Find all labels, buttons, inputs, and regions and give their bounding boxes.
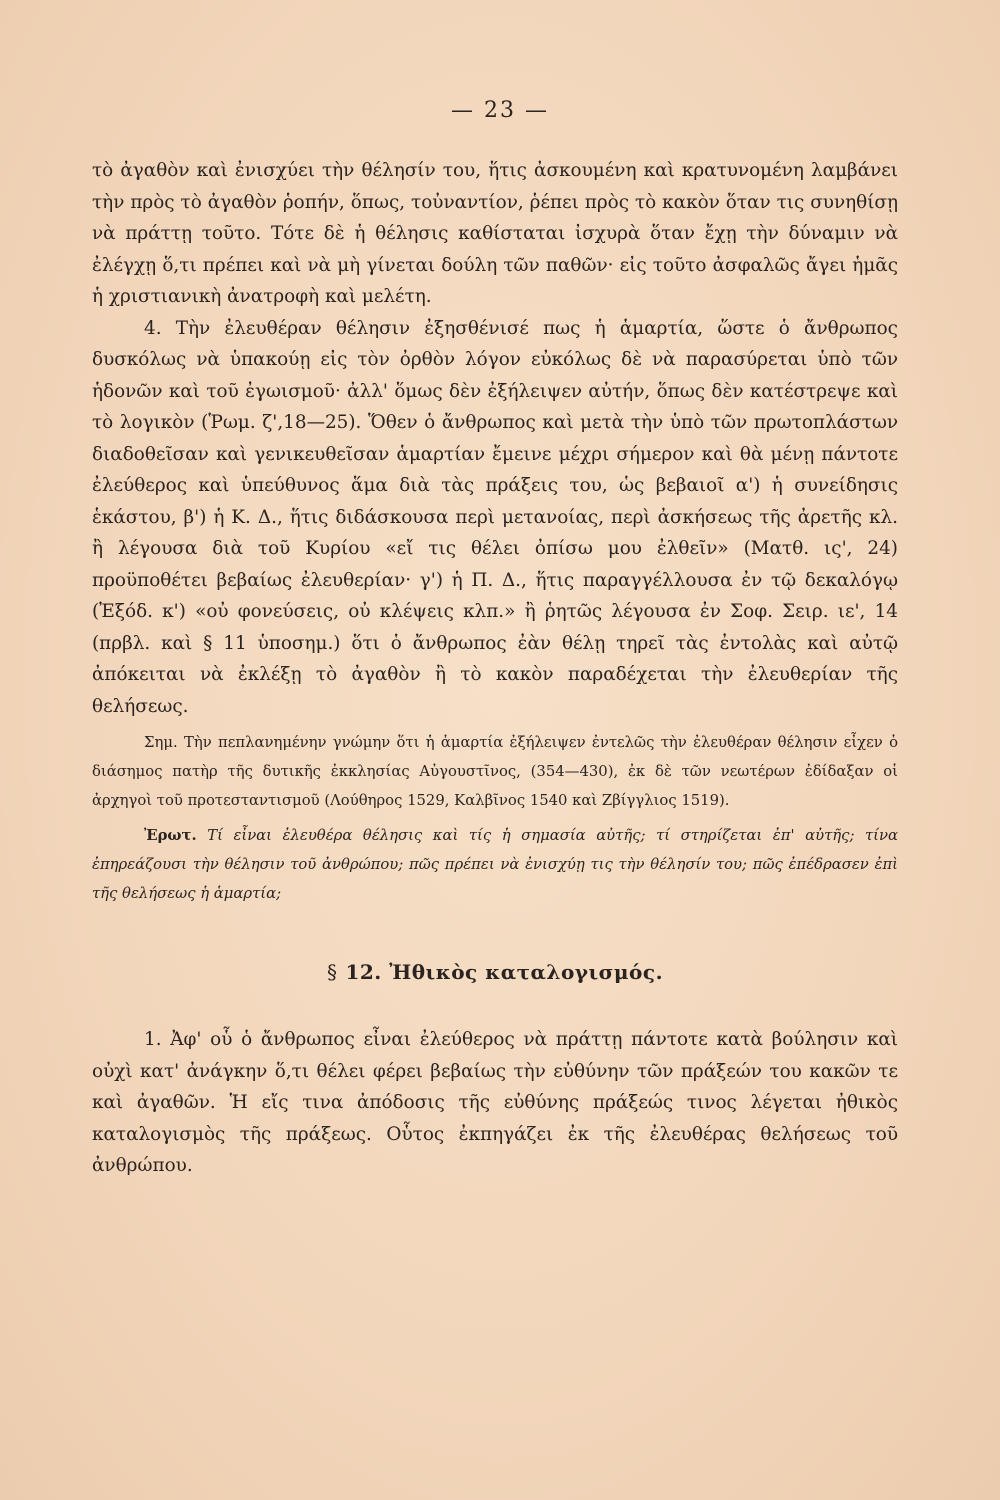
section-symbol: § <box>326 960 338 984</box>
section-text <box>92 1024 898 1182</box>
questions-paragraph <box>92 821 898 908</box>
paragraph-continuation: τὸ ἀγαθὸν καὶ ἐνισχύει τὴν θέλησίν του, ἥτις ἀσκουμένη καὶ κρατυνομένη λαμβάνει τὴν πρὸς τὸ ἀγαθὸν ῥοπήν, ὅπως, τοὐναντίον, ῥέπει πρὸς τὸ κακὸν ὅταν τις συνηθίσῃ νὰ πράττῃ τοῦτο. Τότε δὲ ἡ θέλησις καθίσταται ἰσχυρὰ ὅταν ἔχῃ τὴν δύναμιν νὰ ἐλέγχῃ ὅ,τι πρέπει καὶ νὰ μὴ γίνεται δούλη τῶν παθῶν· εἰς τοῦτο ἀσφαλῶς ἄγει ἡμᾶς ἡ χριστιανικὴ ἀνατροφὴ καὶ μελέτη. <box>92 160 898 307</box>
questions-text: Τί εἶναι ἐλευθέρα θέλησις καὶ τίς ἡ σημασία αὐτῆς; τί στηρίζεται ἐπ' αὐτῆς; τίνα ἐπηρεάζουσι τὴν θέλησιν τοῦ ἀνθρώπου; πῶς πρέπει νὰ ἐνισχύῃ τις τὴν θέλησίν του; πῶς ἐπέδρασεν ἐπὶ τῆς θελήσεως ἡ ἁμαρτία; <box>92 827 898 902</box>
section-title: 12. Ἠθικὸς καταλογισμός. <box>345 960 664 984</box>
paragraph-4: 4. Τὴν ἐλευθέραν θέλησιν ἐξησθένισέ πως ἡ ἁμαρτία, ὥστε ὁ ἄνθρωπος δυσκόλως νὰ ὑπακούῃ εἰς τὸν ὀρθὸν λόγον εὐκόλως δὲ νὰ παρασύρεται ὑπὸ τῶν ἡδονῶν καὶ τοῦ ἐγωισμοῦ· ἀλλ' ὅμως δὲν ἐξήλειψεν αὐτήν, ὅπως δὲν κατέστρεψε καὶ τὸ λογικὸν (Ῥωμ. ζ',18—25). Ὅθεν ὁ ἄνθρωπος καὶ μετὰ τὴν ὑπὸ τῶν πρωτοπλάστων διαδοθεῖσαν καὶ γενικευθεῖσαν ἁμαρτίαν ἔμεινε μέχρι σήμερον καὶ θὰ μένῃ πάντοτε ἐλεύθερος καὶ ὑπεύθυνος ἅμα διὰ τὰς πράξεις του, ὡς βεβαιοῖ α') ἡ συνείδησις ἑκάστου, β') ἡ Κ. Δ., ἥτις διδάσκουσα περὶ μετανοίας, περὶ ἀσκήσεως τῆς ἀρετῆς κλ. ἢ λέγουσα διὰ τοῦ Κυρίου «εἴ τις θέλει ὀπίσω μου ἐλθεῖν» (Ματθ. ις', 24) προϋποθέτει βεβαίως ἐλευθερίαν· γ') ἡ Π. Δ., ἥτις παραγγέλλουσα ἐν τῷ δεκαλόγῳ (Ἐξόδ. κ') «οὐ φονεύσεις, οὐ κλέψεις κλπ.» ἢ ῥητῶς λέγουσα ἐν Σοφ. Σειρ. ιε', 14 (πρβλ. καὶ § 11 ὑποσημ.) ὅτι ὁ ἄνθρωπος ἐὰν θέλῃ τηρεῖ τὰς ἐντολὰς καὶ αὐτῷ ἀπόκειται νὰ ἐκλέξῃ τὸ ἀγαθὸν ἢ τὸ κακὸν παραδέχεται τὴν ἐλευθερίαν τῆς θελήσεως. <box>92 317 898 717</box>
page-number: — 23 — <box>451 98 549 123</box>
section-paragraph-1: 1. Ἀφ' οὗ ὁ ἄνθρωπος εἶναι ἐλεύθερος νὰ πράττῃ πάντοτε κατὰ βούλησιν καὶ οὐχὶ κατ' ἀνάγκην ὅ,τι θέλει φέρει βεβαίως τὴν εὐθύνην τῶν πράξεών του κακῶν τε καὶ ἀγαθῶν. Ἡ εἴς τινα ἀπόδοσις τῆς εὐθύνης πράξεώς τινος λέγεται ἠθικὸς καταλογισμὸς τῆς πράξεως. Οὗτος ἐκπηγάζει ἐκ τῆς ἐλευθέρας θελήσεως τοῦ ἀνθρώπου. <box>92 1029 898 1176</box>
questions-block <box>92 821 898 908</box>
section-heading <box>92 960 898 984</box>
footnote-block <box>92 728 898 815</box>
page-content <box>92 155 898 1182</box>
main-text <box>92 155 898 722</box>
questions-lead: Ἐρωτ. <box>144 827 197 844</box>
note-text: Σημ. Τὴν πεπλανημένην γνώμην ὅτι ἡ ἁμαρτία ἐξήλειψεν ἐντελῶς τὴν ἐλευθέραν θέλησιν εἶχεν ὁ διάσημος πατὴρ τῆς δυτικῆς ἐκκλησίας Αὐγουστῖνος, (354—430), ἐκ δὲ τῶν νεωτέρων ἐδίδαξαν οἱ ἀρχηγοὶ τοῦ προτεσταντισμοῦ (Λούθηρος 1529, Καλβῖνος 1540 καὶ Ζβίγγλιος 1519). <box>92 734 898 809</box>
